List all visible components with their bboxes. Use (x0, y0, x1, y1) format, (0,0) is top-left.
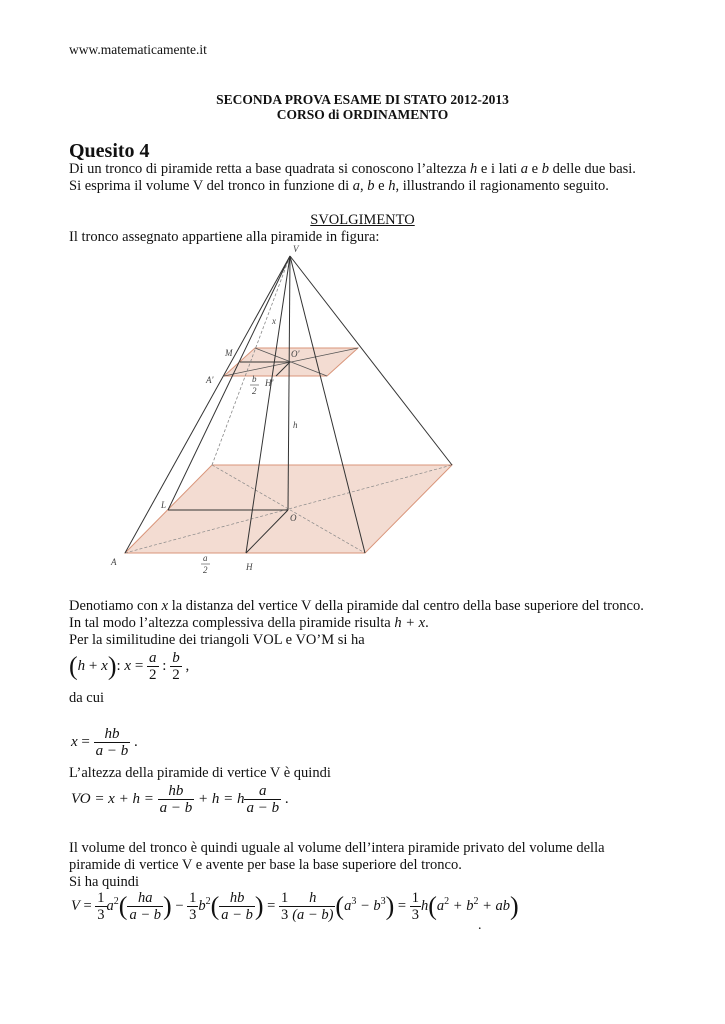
label-O: O (290, 513, 297, 523)
pyramid-figure (100, 240, 480, 580)
label-h: h (293, 420, 298, 430)
label-O1: O' (291, 349, 300, 359)
equation-x: x = $\frac{hb}{a - b}$ . (71, 726, 138, 759)
para-1: Denotiamo con x la distanza del vertice V della piramide dal centro della base superiore del tronco. (69, 598, 644, 614)
label-a: a (203, 553, 208, 563)
label-x: x (272, 316, 276, 326)
para-6: Il volume del tronco è quindi uguale al volume dell’intera piramide privato del volume della (69, 840, 605, 856)
label-A1: A' (206, 375, 214, 385)
equation-similarity: (h + x): x = $\frac{a}{2}$ : $\frac{b}{2}$ , (69, 650, 190, 683)
label-a2-den: 2 (203, 565, 208, 575)
equation-volume: V = $\frac{1}{3}$ $a^2$( $\frac{ha}{a - b}$ ) − $\frac{1}{3}$ $b^2$( $\frac{hb}{a - b}$ ) = $\frac{1}{3}$ $\frac{h}{(a - b)}$ $(a^3 - b^3)$ = $\frac{1}{3}$ $h(a^2 + b^2 + ab)$ (71, 890, 519, 923)
para-8: Si ha quindi (69, 874, 140, 890)
label-M: M (225, 348, 233, 358)
problem-heading: Quesito 4 (69, 140, 150, 162)
solution-intro: Il tronco assegnato appartiene alla piramide in figura: (69, 229, 380, 245)
label-b: b (252, 374, 257, 384)
problem-line-1: Di un tronco di piramide retta a base quadrata si conoscono l’altezza h e i lati a e b delle due basi. (69, 161, 636, 177)
label-H1: H' (265, 378, 274, 388)
site-url: www.matematicamente.it (69, 42, 207, 57)
exam-title: SECONDA PROVA ESAME DI STATO 2012-2013 (216, 92, 509, 107)
para-3: Per la similitudine dei triangoli VOL e VO’M si ha (69, 632, 365, 648)
solution-heading: SVOLGIMENTO (310, 212, 415, 228)
label-A: A (111, 557, 117, 567)
equation-height: VO = x + h = $\frac{hb}{a - b}$ + h = h $\frac{a}{a - b}$ . (71, 783, 289, 816)
label-V: V (293, 244, 299, 254)
label-L: L (161, 500, 167, 510)
para-5: L’altezza della piramide di vertice V è quindi (69, 765, 331, 781)
para-7: piramide di vertice V e avente per base la base superiore del tronco. (69, 857, 462, 873)
problem-line-2: Si esprima il volume V del tronco in funzione di a, b e h, illustrando il ragionamento seguito. (69, 178, 609, 194)
label-b2-den: 2 (252, 386, 257, 396)
para-2: In tal modo l’altezza complessiva della piramide risulta h + x. (69, 615, 429, 631)
label-H: H (246, 562, 253, 572)
equation-volume-end: . (478, 918, 482, 933)
course-title: CORSO di ORDINAMENTO (276, 107, 449, 122)
para-4: da cui (69, 690, 105, 706)
